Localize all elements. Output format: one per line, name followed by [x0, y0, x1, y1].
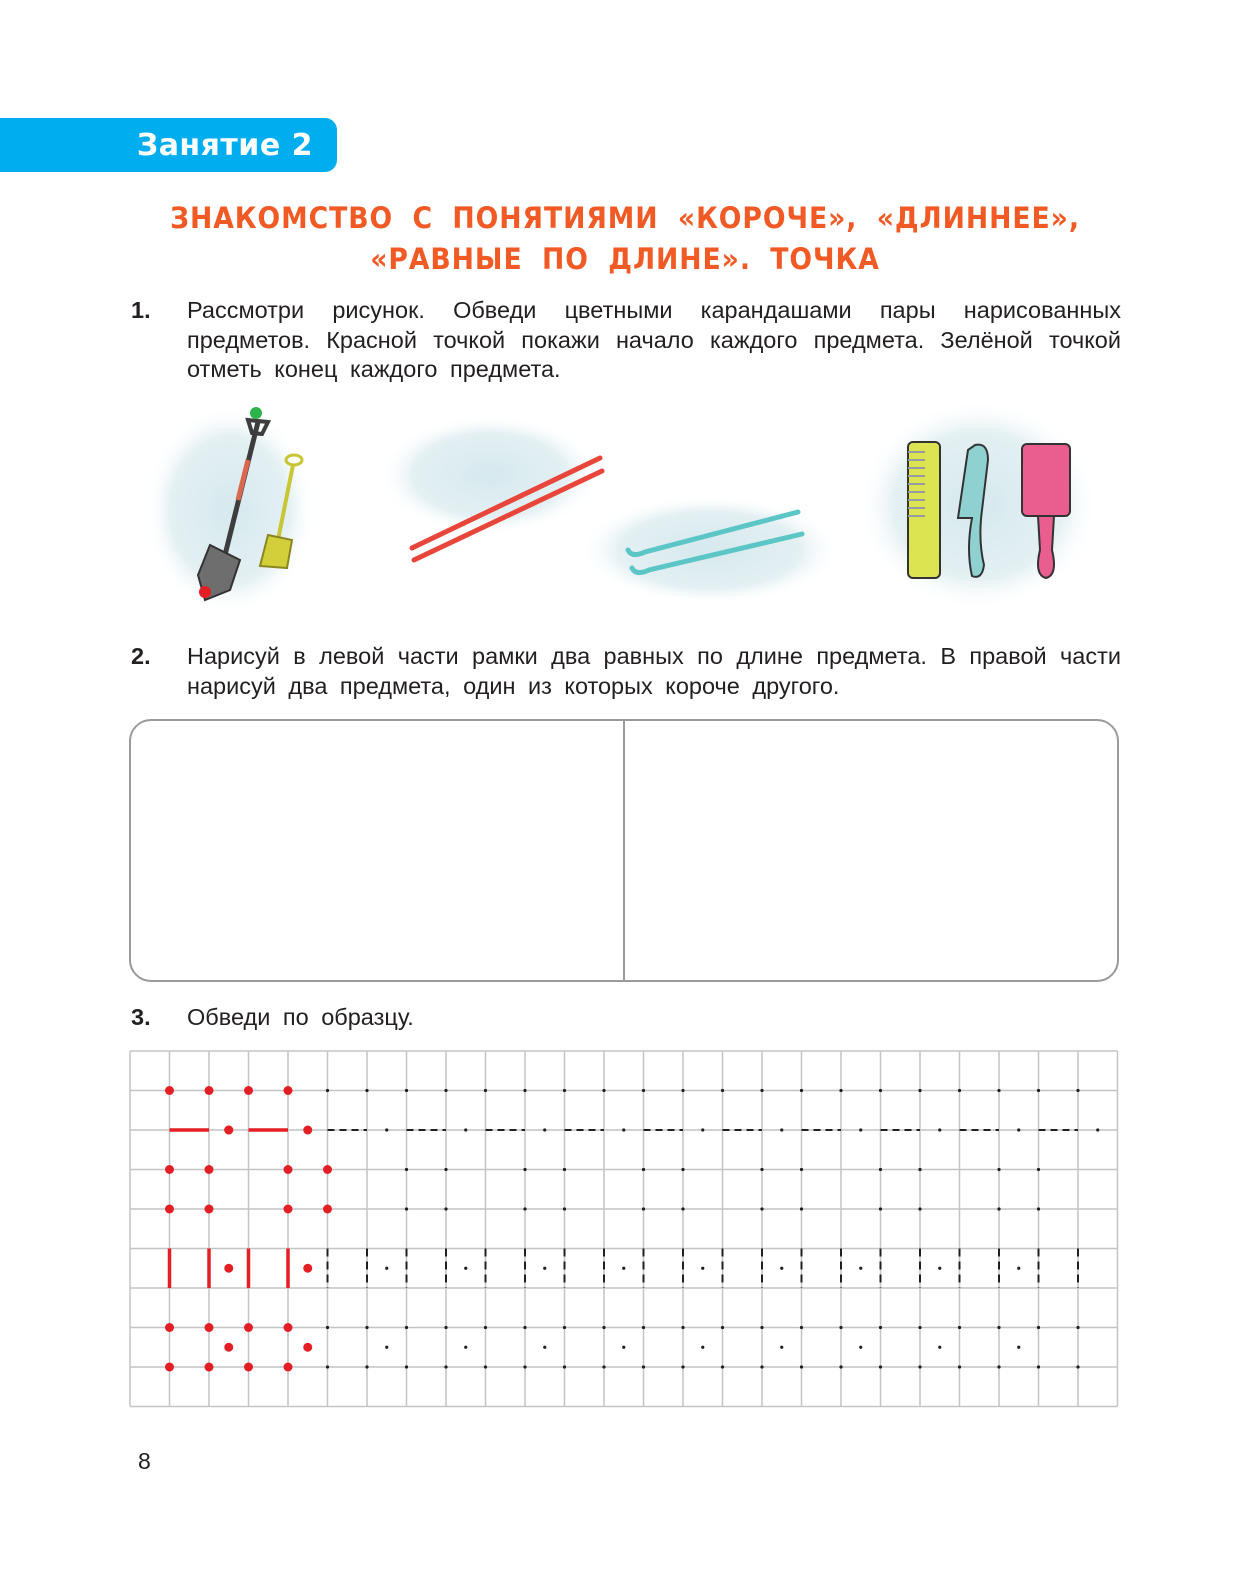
- lesson-tab: [0, 118, 337, 172]
- drawing-frame: [129, 719, 1119, 982]
- tracing-grid[interactable]: [129, 1050, 1119, 1408]
- task-2: [131, 642, 1121, 701]
- drumsticks-icon: [380, 415, 602, 560]
- title-line-1: ЗНАКОМСТВО С ПОНЯТИЯМИ «КОРОЧЕ», «ДЛИННЕЕ»,: [170, 201, 1080, 235]
- task-text: Нарисуй в левой части рамки два равных по длине предмета. В правой части нарисуй два предмета, один из которых короче другого.: [187, 643, 1121, 699]
- task-text: Рассмотри рисунок. Обведи цветными карандашами пары нарисованных предметов. Красной точкой покажи начало каждого предмета. Зелёной точкой отметь конец каждого предмета.: [187, 297, 1121, 382]
- drawing-area-right[interactable]: [625, 721, 1117, 980]
- page-title: [160, 198, 1089, 280]
- skis-icon: [580, 495, 840, 605]
- task-3: [131, 1003, 1121, 1033]
- combs-icon: [858, 400, 1098, 610]
- task-number: 3.: [131, 1004, 151, 1030]
- lesson-label: Занятие 2: [136, 128, 313, 163]
- task-text: Обведи по образцу.: [187, 1004, 414, 1030]
- task-number: 2.: [131, 643, 151, 669]
- title-line-2: «РАВНЫЕ ПО ДЛИНЕ». ТОЧКА: [370, 242, 880, 276]
- page-number: 8: [138, 1448, 151, 1474]
- shovel-icon: [150, 405, 315, 615]
- task-number: 1.: [131, 297, 151, 323]
- task-1: [131, 296, 1121, 385]
- illustrations: [150, 400, 1130, 615]
- drawing-area-left[interactable]: [131, 721, 623, 980]
